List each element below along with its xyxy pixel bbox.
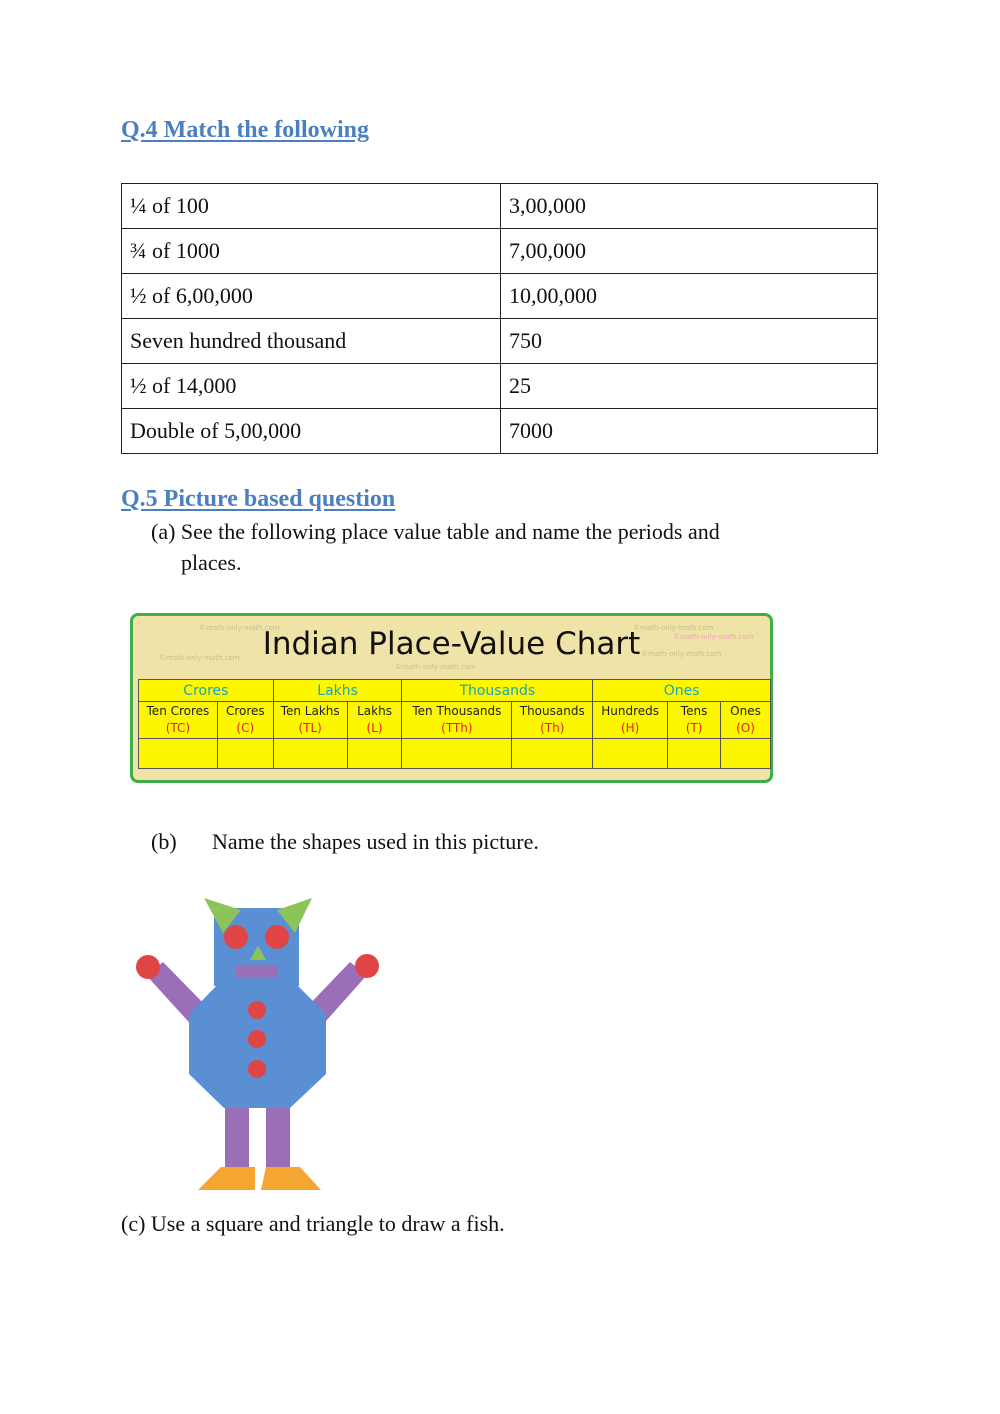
match-right-cell: 3,00,000 <box>501 184 878 229</box>
table-row <box>122 364 878 409</box>
match-table <box>121 183 878 454</box>
place-abbr: (O) <box>736 721 755 735</box>
robot-left-eye <box>224 925 248 949</box>
place-abbr: (L) <box>366 721 383 735</box>
place-cell <box>139 702 218 739</box>
place-cell <box>217 702 273 739</box>
table-row <box>122 274 878 319</box>
blank-cell <box>139 739 218 769</box>
robot-button <box>248 1001 266 1019</box>
blank-row <box>139 739 771 769</box>
place-abbr: (TL) <box>298 721 322 735</box>
place-abbr: (T) <box>685 721 703 735</box>
robot-left-foot <box>198 1167 255 1190</box>
place-cell <box>402 702 512 739</box>
period-row <box>139 680 771 702</box>
place-abbr: (H) <box>620 721 640 735</box>
question-5a-line2: places. <box>181 550 242 575</box>
match-right-cell: 7000 <box>501 409 878 454</box>
table-row <box>122 319 878 364</box>
place-value-chart <box>130 613 773 783</box>
table-row <box>122 184 878 229</box>
watermark: ©math-only-math.com <box>159 654 240 662</box>
places-row <box>139 702 771 739</box>
place-name: Ones <box>730 704 761 718</box>
place-name: Lakhs <box>357 704 392 718</box>
place-cell <box>347 702 402 739</box>
blank-cell <box>668 739 721 769</box>
place-cell <box>593 702 668 739</box>
blank-cell <box>273 739 347 769</box>
watermark: ©math-only-math.com <box>633 624 714 632</box>
period-ones: Ones <box>593 680 771 702</box>
robot-button <box>248 1030 266 1048</box>
blank-cell <box>721 739 771 769</box>
place-name: Hundreds <box>601 704 660 718</box>
place-cell <box>512 702 593 739</box>
place-cell <box>668 702 721 739</box>
question-5b <box>151 826 539 857</box>
watermark: ©math-only-math.com <box>199 624 280 632</box>
place-name: Tens <box>680 704 708 718</box>
place-abbr: (Th) <box>540 721 565 735</box>
match-right-cell: 7,00,000 <box>501 229 878 274</box>
blank-cell <box>402 739 512 769</box>
place-cell <box>721 702 771 739</box>
match-left-cell: ¾ of 1000 <box>122 229 501 274</box>
watermark: ©math-only-math.com <box>395 663 476 671</box>
place-abbr: (TC) <box>165 721 191 735</box>
blank-cell <box>217 739 273 769</box>
match-left-cell: ½ of 14,000 <box>122 364 501 409</box>
table-row <box>122 229 878 274</box>
match-right-cell: 25 <box>501 364 878 409</box>
robot-mouth <box>236 965 278 977</box>
robot-right-hand <box>355 954 379 978</box>
question-5a-line1: (a) See the following place value table and name the periods and <box>151 519 720 544</box>
place-name: Thousands <box>519 704 585 718</box>
place-abbr: (C) <box>236 721 255 735</box>
blank-cell <box>512 739 593 769</box>
question-5b-text: Name the shapes used in this picture. <box>212 829 539 854</box>
robot-left-leg <box>225 1105 249 1170</box>
robot-right-foot <box>261 1167 321 1190</box>
watermark: ©math-only-math.com <box>673 633 754 641</box>
robot-picture <box>128 890 388 1195</box>
place-name: Ten Lakhs <box>280 704 340 718</box>
period-lakhs: Lakhs <box>273 680 402 702</box>
period-crores: Crores <box>139 680 274 702</box>
robot-right-leg <box>266 1105 290 1170</box>
robot-right-eye <box>265 925 289 949</box>
period-thousands: Thousands <box>402 680 593 702</box>
table-row <box>122 409 878 454</box>
match-left-cell: ¼ of 100 <box>122 184 501 229</box>
watermark: ©math-only-math.com <box>641 650 722 658</box>
match-left-cell: Double of 5,00,000 <box>122 409 501 454</box>
question-5a <box>151 516 851 578</box>
match-left-cell: Seven hundred thousand <box>122 319 501 364</box>
blank-cell <box>347 739 402 769</box>
place-value-table <box>138 679 771 769</box>
match-right-cell: 750 <box>501 319 878 364</box>
question-5b-label: (b) <box>151 829 177 854</box>
blank-cell <box>593 739 668 769</box>
chart-title: Indian Place-Value Chart <box>262 626 641 662</box>
robot-left-hand <box>136 955 160 979</box>
q5-heading: Q.5 Picture based question <box>121 486 396 512</box>
match-right-cell: 10,00,000 <box>501 274 878 319</box>
match-left-cell: ½ of 6,00,000 <box>122 274 501 319</box>
place-abbr: (TTh) <box>441 721 473 735</box>
place-name: Ten Crores <box>146 704 210 718</box>
question-5c: (c) Use a square and triangle to draw a fish. <box>121 1211 505 1236</box>
place-name: Ten Thousands <box>412 704 502 718</box>
robot-button <box>248 1060 266 1078</box>
q4-heading: Q.4 Match the following <box>121 117 369 143</box>
place-cell <box>273 702 347 739</box>
place-name: Crores <box>225 704 265 718</box>
